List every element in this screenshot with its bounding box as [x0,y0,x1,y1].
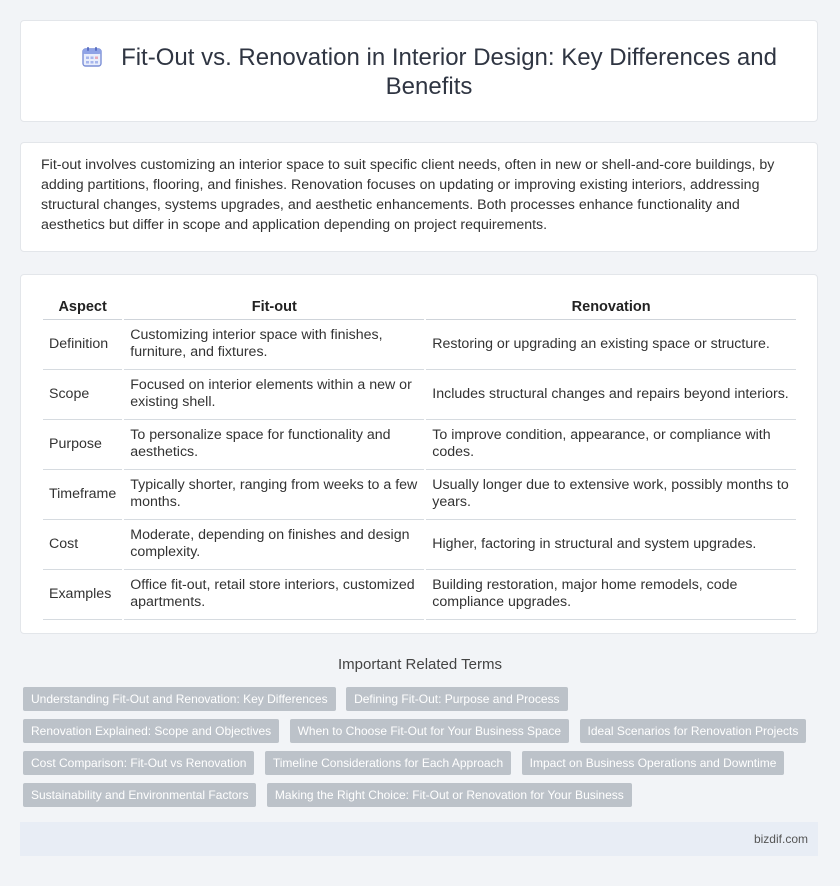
page-title-text: Fit-Out vs. Renovation in Interior Design: Key Differences and Benefits [121,44,777,100]
row-renovation: Includes structural changes and repairs beyond interiors. [426,370,796,420]
footer-site-link[interactable]: bizdif.com [753,832,808,846]
related-term-tag[interactable]: Ideal Scenarios for Renovation Projects [580,719,807,743]
row-renovation: Usually longer due to extensive work, possibly months to years. [426,470,796,520]
related-term-tag[interactable]: When to Choose Fit-Out for Your Business Space [290,719,569,743]
row-fit-out: To personalize space for functionality and aesthetics. [124,420,424,470]
row-fit-out: Customizing interior space with finishes, furniture, and fixtures. [124,320,424,370]
row-renovation: To improve condition, appearance, or compliance with codes. [426,420,796,470]
row-fit-out: Office fit-out, retail store interiors, customized apartments. [124,570,424,620]
row-aspect: Scope [43,370,122,420]
row-aspect: Cost [43,520,122,570]
related-term-tag[interactable]: Sustainability and Environmental Factors [23,783,256,807]
header-card [20,20,818,122]
table-row [43,470,796,520]
header-renovation: Renovation [426,295,796,320]
row-aspect: Definition [43,320,122,370]
calendar-icon [81,46,103,68]
related-term-tag[interactable]: Impact on Business Operations and Downtime [522,751,785,775]
row-fit-out: Moderate, depending on finishes and design complexity. [124,520,424,570]
comparison-card [20,274,818,634]
related-term-tag[interactable]: Renovation Explained: Scope and Objectives [23,719,279,743]
page-title [81,43,777,101]
header-aspect: Aspect [43,295,122,320]
related-terms-title: Important Related Terms [338,656,502,673]
table-row [43,370,796,420]
table-row [43,320,796,370]
intro-card [20,142,818,252]
row-fit-out: Focused on interior elements within a new or existing shell. [124,370,424,420]
related-term-tag[interactable]: Defining Fit-Out: Purpose and Process [346,687,567,711]
row-renovation: Higher, factoring in structural and system upgrades. [426,520,796,570]
row-aspect: Examples [43,570,122,620]
table-header-row [43,295,796,320]
related-term-tag[interactable]: Cost Comparison: Fit-Out vs Renovation [23,751,254,775]
row-aspect: Timeframe [43,470,122,520]
row-renovation: Building restoration, major home remodels, code compliance upgrades. [426,570,796,620]
related-term-tag[interactable]: Understanding Fit-Out and Renovation: Key Differences [23,687,336,711]
table-row [43,570,796,620]
intro-paragraph: Fit-out involves customizing an interior space to suit specific client needs, often in new or shell-and-core buildings, by adding partitions, flooring, and finishes. Renovation focuses on updating or improving existing interiors, addressing structural changes, systems upgrades, and aesthetic enhancements. Both processes enhance functionality and aesthetics but differ in scope and application depending on project requirements. [41,157,775,233]
comparison-table [41,295,798,620]
related-term-tag[interactable]: Timeline Considerations for Each Approach [265,751,511,775]
row-renovation: Restoring or upgrading an existing space or structure. [426,320,796,370]
footer [20,822,818,856]
table-row [43,420,796,470]
row-aspect: Purpose [43,420,122,470]
table-row [43,520,796,570]
related-terms-list [23,687,823,815]
row-fit-out: Typically shorter, ranging from weeks to a few months. [124,470,424,520]
related-term-tag[interactable]: Making the Right Choice: Fit-Out or Renovation for Your Business [267,783,632,807]
header-fit-out: Fit-out [124,295,424,320]
